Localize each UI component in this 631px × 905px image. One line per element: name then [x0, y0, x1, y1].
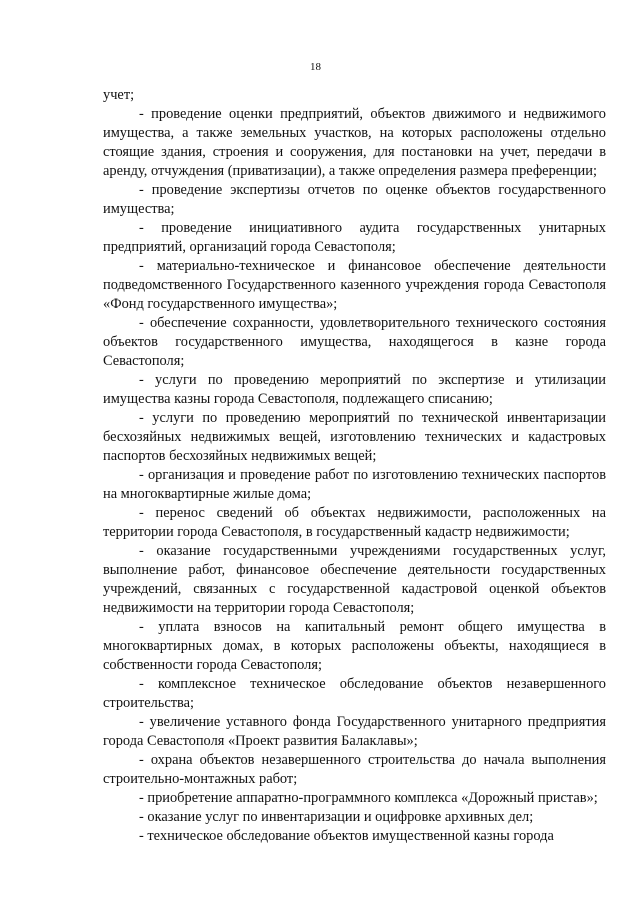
paragraph-8: - услуги по проведению мероприятий по технической инвентаризации бесхозяйных недвижимых вещей, изготовлению технических и кадастровых паспортов бесхозяйных недвижимых вещей; — [103, 410, 606, 464]
paragraph-13: - комплексное техническое обследование объектов незавершенного строительства; — [103, 676, 606, 711]
paragraph-5: - материально-техническое и финансовое обеспечение деятельности подведомственного Государственного казенного учреждения города Севастополя «Фонд государственного имущества»; — [103, 258, 606, 312]
paragraph-15: - охрана объектов незавершенного строительства до начала выполнения строительно-монтажных работ; — [103, 752, 606, 787]
paragraph-12: - уплата взносов на капитальный ремонт общего имущества в многоквартирных домах, в которых расположены объекты, находящиеся в собственности города Севастополя; — [103, 619, 606, 673]
paragraph-1: учет; — [103, 87, 135, 103]
paragraph-18: - техническое обследование объектов имущественной казны города — [139, 828, 554, 844]
page-number: 18 — [310, 61, 321, 73]
paragraph-17: - оказание услуг по инвентаризации и оцифровке архивных дел; — [139, 809, 534, 825]
paragraph-2: - проведение оценки предприятий, объектов движимого и недвижимого имущества, а также земельных участков, на которых расположены отдельно стоящие здания, строения и сооружения, для постановки на учет, передачи в аренду, отчуждения (приватизации), а также определения размера преференции; — [103, 106, 606, 179]
document-body — [103, 86, 606, 846]
paragraph-7: - услуги по проведению мероприятий по экспертизе и утилизации имущества казны города Севастополя, подлежащего списанию; — [103, 372, 606, 407]
paragraph-10: - перенос сведений об объектах недвижимости, расположенных на территории города Севастополя, в государственный кадастр недвижимости; — [103, 505, 606, 540]
paragraph-4: - проведение инициативного аудита государственных унитарных предприятий, организаций города Севастополя; — [103, 220, 606, 255]
paragraph-3: - проведение экспертизы отчетов по оценке объектов государственного имущества; — [103, 182, 606, 217]
paragraph-11: - оказание государственными учреждениями государственных услуг, выполнение работ, финансовое обеспечение деятельности государственных учреждений, связанных с государственной кадастровой оценкой объектов недвижимости на территории города Севастополя; — [103, 543, 606, 616]
paragraph-9: - организация и проведение работ по изготовлению технических паспортов на многоквартирные жилые дома; — [103, 467, 606, 502]
paragraph-16: - приобретение аппаратно-программного комплекса «Дорожный пристав»; — [139, 790, 598, 806]
paragraph-14: - увеличение уставного фонда Государственного унитарного предприятия города Севастополя «Проект развития Балаклавы»; — [103, 714, 606, 749]
paragraph-6: - обеспечение сохранности, удовлетворительного технического состояния объектов государственного имущества, находящегося в казне города Севастополя; — [103, 315, 606, 369]
